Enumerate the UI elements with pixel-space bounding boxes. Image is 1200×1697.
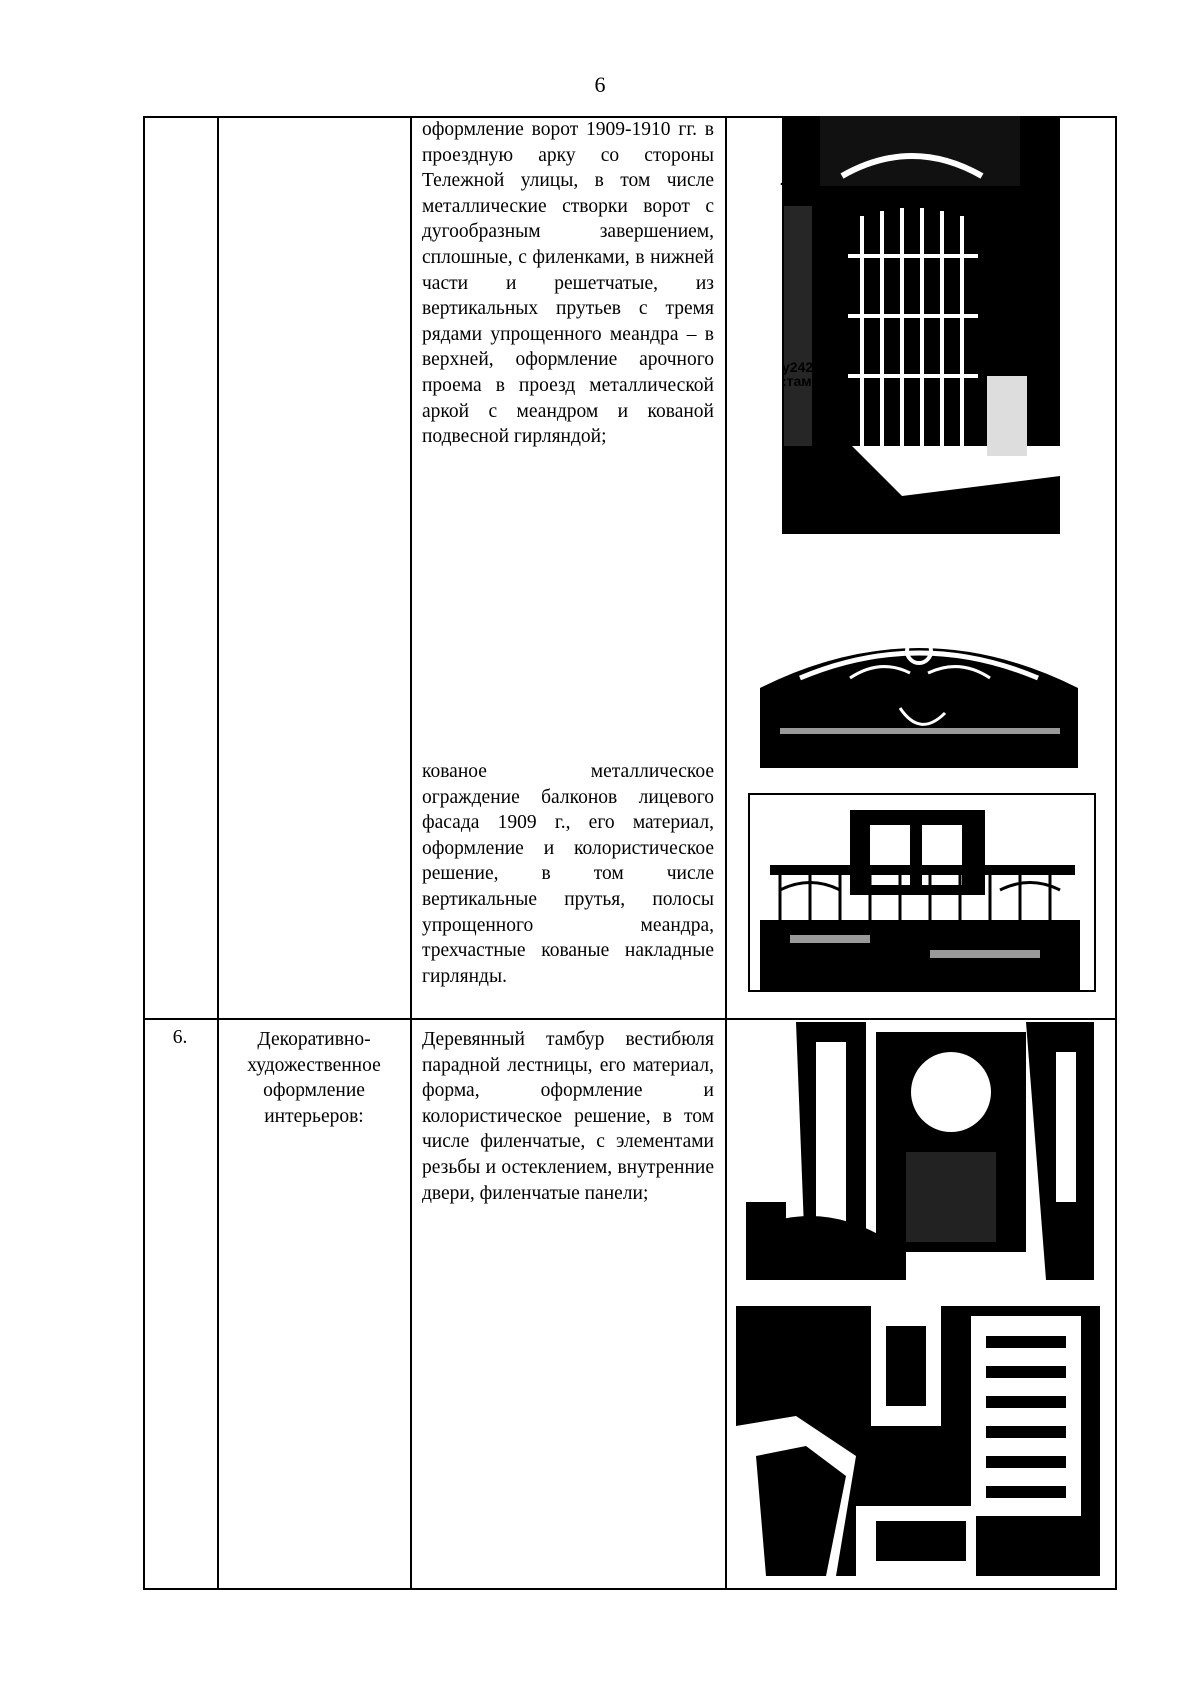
gate-description: оформление ворот 1909-1910 гг. в проездную арку со стороны Тележной улицы, в том числе металлические створки ворот с дугообразным завершением, сплошные, с филенками, в нижней части и решетчатые, из вертикальных прутьев с тремя рядами упрощенного меандра – в верхней, оформление арочного проема в проезд металлической аркой с меандром и кованой подвесной гирляндой; [422,119,714,448]
table-border-bottom [143,1588,1117,1590]
balcony-description: кованое металлическое ограждение балконов лицевого фасада 1909 г., его материал, оформление и колористическое решение, в том числе вертикальные прутья, полосы упрощенного меандра, трехчастные кованые накладные гирлянды. [422,761,714,987]
table-divider-1 [217,116,219,1590]
row-separator [143,1018,1117,1020]
arch-photo [760,618,1078,768]
table-divider-3 [725,116,727,1590]
balcony-photo [748,793,1096,992]
vestibule-doors-photo [746,1022,1094,1280]
gate-photo [782,116,1060,534]
photo-handwritten-note: у2420 :там [782,359,821,389]
page-number: 6 [594,72,606,97]
table-border-left [143,116,145,1590]
interior-panels-photo [736,1306,1100,1576]
table-divider-2 [410,116,412,1590]
row-number: 6. [172,1027,188,1048]
table-border-right [1115,116,1117,1590]
vestibule-description: Деревянный тамбур вестибюля парадной лестницы, его материал, форма, оформление и колористическое решение, в том числе филенчатые, с элементами резьбы и остеклением, внутренние двери, филенчатые панели; [422,1029,714,1204]
section-title: Декоративно-художественное оформление интерьеров: [247,1029,381,1127]
